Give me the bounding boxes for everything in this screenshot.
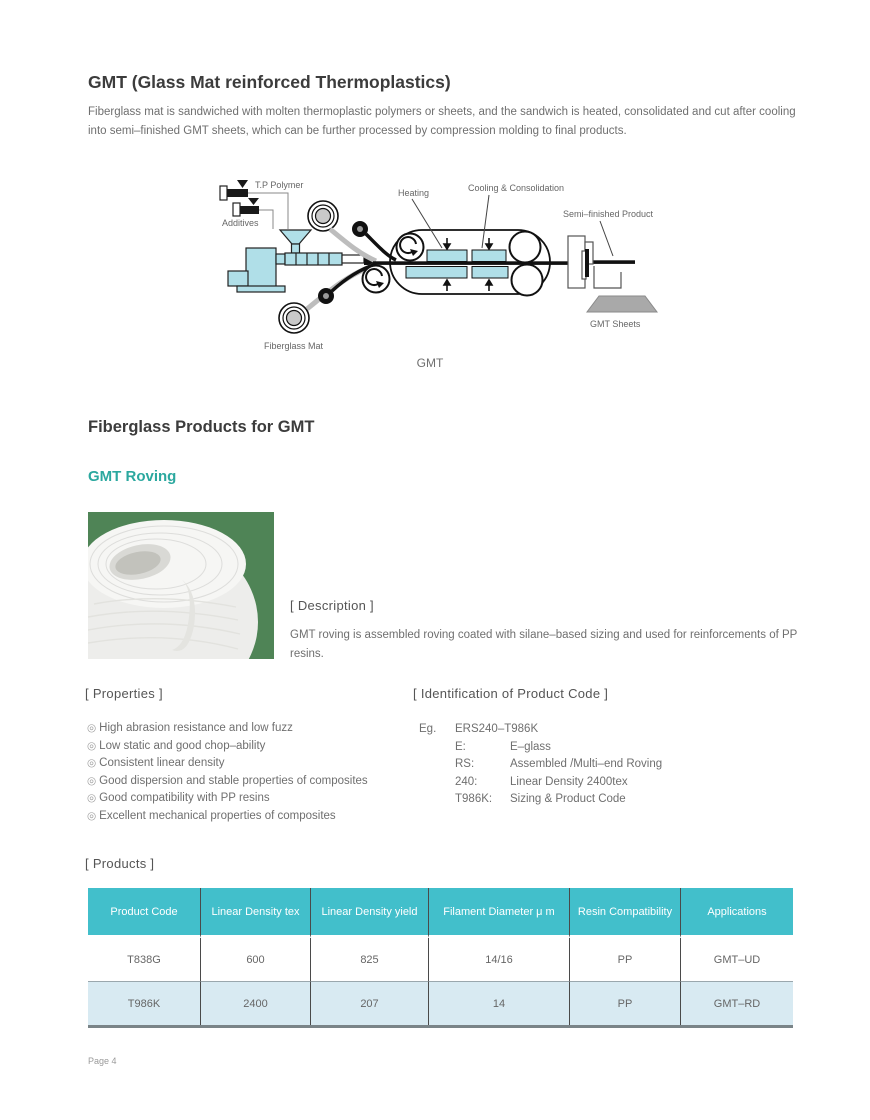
roving-photo — [88, 512, 274, 659]
press-roller-right-bottom-icon — [512, 265, 543, 296]
gmt-sheets-label: GMT Sheets — [590, 319, 641, 329]
bullet-icon: ◎ — [87, 774, 97, 787]
identification-block — [419, 721, 662, 809]
property-item — [87, 808, 368, 826]
table-cell: PP — [570, 981, 681, 1025]
fiberglass-mat-label: Fiberglass Mat — [264, 341, 324, 351]
page-number: Page 4 — [88, 1056, 117, 1066]
gmt-process-diagram — [180, 172, 680, 357]
table-cell: T838G — [88, 938, 201, 981]
property-item — [87, 790, 368, 808]
additives-leader — [259, 210, 273, 229]
properties-list — [87, 720, 368, 826]
column-header: Filament Diameter μ m — [429, 888, 570, 938]
table-cell: 600 — [201, 938, 311, 981]
semi-finished-label: Semi–finished Product — [563, 209, 654, 219]
diagram-caption: GMT — [416, 356, 444, 370]
code-key: 240: — [455, 775, 478, 788]
property-item — [87, 720, 368, 738]
products-table-wrap — [88, 888, 793, 1028]
table-row — [88, 981, 793, 1025]
cooling-leader — [482, 195, 489, 248]
code-value: Linear Density 2400tex — [510, 775, 628, 788]
intro-paragraph: Fiberglass mat is sandwiched with molten thermoplastic polymers or sheets, and the sandwich is heated, consolidated and cut after cooling into semi–finished GMT sheets, which can be further processed by compression molding to final products. — [88, 106, 796, 137]
heating-label: Heating — [398, 188, 430, 198]
section-heading: Fiberglass Products for GMT — [88, 418, 315, 436]
identification-row — [419, 756, 662, 774]
products-body — [88, 938, 793, 1025]
bullet-icon: ◎ — [87, 757, 97, 770]
table-cell: T986K — [88, 981, 201, 1025]
identification-row — [419, 774, 662, 792]
press-roller-left-top-icon — [397, 234, 424, 261]
code-value: E–glass — [510, 740, 551, 753]
identification-row — [419, 739, 662, 757]
subsection-heading: GMT Roving — [88, 468, 177, 485]
products-header-row — [88, 888, 793, 938]
identification-heading: [ Identification of Product Code ] — [413, 686, 609, 701]
tp-polymer-feeder-icon — [220, 180, 248, 200]
eg-label: Eg. — [419, 723, 437, 735]
code-key: T986K: — [455, 793, 493, 806]
press-roller-right-top-icon — [510, 232, 541, 263]
bullet-icon: ◎ — [87, 809, 97, 822]
table-cell: 2400 — [201, 981, 311, 1025]
bullet-icon: ◎ — [87, 792, 97, 805]
property-text: Good dispersion and stable properties of composites — [99, 774, 368, 787]
property-item — [87, 755, 368, 773]
description-heading: [ Description ] — [290, 598, 374, 613]
table-cell: 825 — [311, 938, 429, 981]
page-title: GMT (Glass Mat reinforced Thermoplastics) — [88, 72, 451, 92]
table-cell: PP — [570, 938, 681, 981]
sheet-line — [373, 261, 568, 265]
property-item — [87, 773, 368, 791]
table-cell: 207 — [311, 981, 429, 1025]
identification-example — [419, 721, 662, 739]
table-cell: 14 — [429, 981, 570, 1025]
bullet-icon: ◎ — [87, 722, 97, 734]
tp-polymer-label: T.P Polymer — [255, 180, 304, 190]
additives-feeder-icon — [233, 198, 259, 216]
column-header: Linear Density yield — [311, 888, 429, 938]
cutter-blade — [585, 249, 589, 277]
roving-photo-art — [88, 512, 274, 659]
table-row — [88, 938, 793, 981]
gmt-sheet-icon — [587, 296, 657, 312]
products-heading: [ Products ] — [85, 856, 155, 871]
products-table — [88, 888, 793, 1028]
property-text: Low static and good chop–ability — [99, 739, 266, 752]
code-value: Assembled /Multi–end Roving — [510, 758, 663, 771]
column-header: Resin Compatibility — [570, 888, 681, 938]
property-text: High abrasion resistance and low fuzz — [99, 722, 293, 734]
column-header: Product Code — [88, 888, 201, 938]
code-key: E: — [455, 740, 466, 753]
press-roller-left-bottom-icon — [363, 266, 390, 293]
properties-heading: [ Properties ] — [85, 686, 163, 701]
mat-roll-top-icon — [308, 201, 338, 231]
additives-label: Additives — [222, 218, 259, 228]
property-text: Good compatibility with PP resins — [99, 792, 270, 805]
code-value: Sizing & Product Code — [510, 793, 626, 806]
cooling-label: Cooling & Consolidation — [468, 183, 565, 193]
mat-roll-bottom-icon — [279, 303, 309, 333]
table-cell: GMT–UD — [681, 938, 793, 981]
property-text: Excellent mechanical properties of composites — [99, 809, 336, 822]
column-header: Linear Density tex — [201, 888, 311, 938]
example-code: ERS240–T986K — [455, 723, 539, 735]
process-diagram-svg — [180, 172, 680, 357]
column-header: Applications — [681, 888, 793, 938]
table-cell: GMT–RD — [681, 981, 793, 1025]
table-cell: 14/16 — [429, 938, 570, 981]
identification-row — [419, 791, 662, 809]
identification-rows — [419, 739, 662, 809]
property-item — [87, 738, 368, 756]
property-text: Consistent linear density — [99, 757, 225, 770]
semi-finished-leader — [600, 221, 613, 256]
bullet-icon: ◎ — [87, 739, 97, 752]
description-text: GMT roving is assembled roving coated with silane–based sizing and used for reinforcements of PP resins. — [290, 629, 798, 660]
code-key: RS: — [455, 758, 475, 771]
